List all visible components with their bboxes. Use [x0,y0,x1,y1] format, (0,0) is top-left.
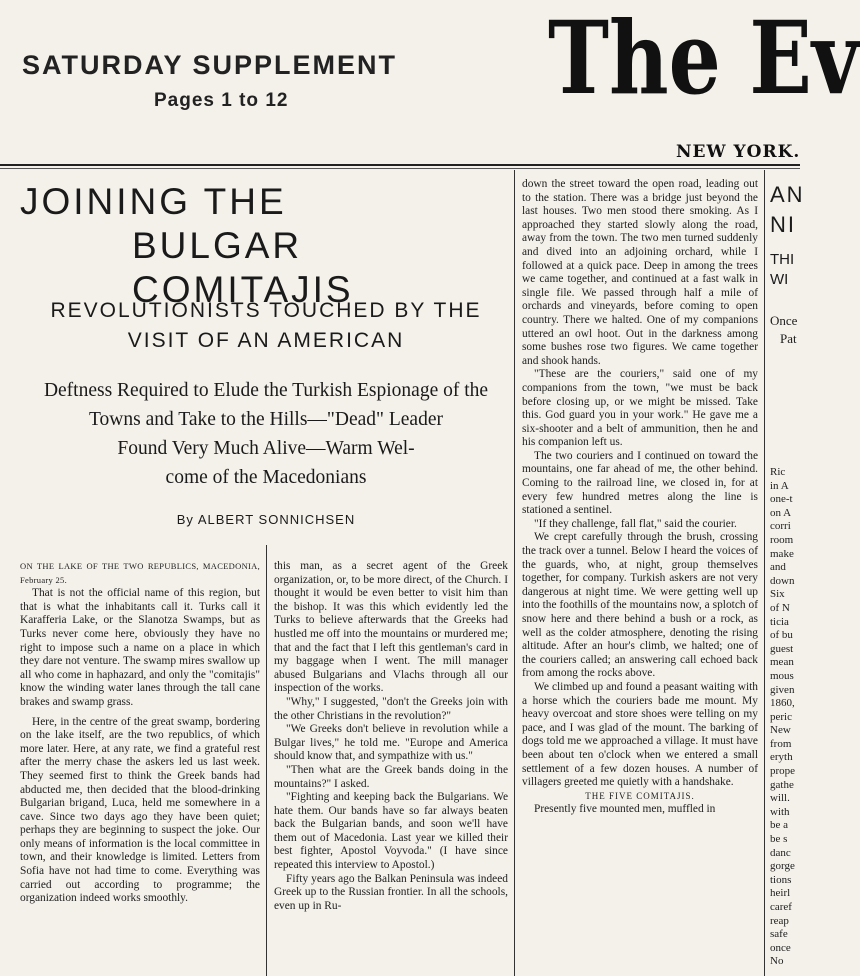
adjacent-word-fragment: given [770,683,795,696]
adjacent-word-fragment: caref [770,901,792,913]
deck-line-2: Towns and Take to the Hills—"Dead" Leader [89,409,443,430]
adjacent-word-fragment: reap [770,914,789,927]
adjacent-word-fragment: danc [770,846,791,859]
adjacent-word-fragment: mean [770,656,794,669]
paragraph: "If they challenge, fall flat," said the courier. [534,517,737,530]
supplement-title: SATURDAY SUPPLEMENT [22,50,398,80]
adjacent-word-fragment: of N [770,601,790,614]
adjacent-word-fragment: one-t [770,493,793,506]
adjacent-word-fragment: room [770,533,794,546]
adjacent-word-fragment: heirl [770,887,791,900]
adjacent-word-fragment: No [770,955,784,968]
masthead-rule-thin [0,168,800,169]
adjacent-word-fragment: 1860, [770,697,795,710]
article-subhead [20,296,512,356]
adjacent-word-fragment: mous [770,669,794,682]
adjacent-word-fragment: guest [770,642,794,655]
adjacent-deck-1: Once [770,313,798,328]
paragraph: That is not the official name of this region, but that is what the inhabitants call it. Turks call it Karafferia Lake, or the Slanotza Swamps, but as Turks never come here, obviously they have no right to impose such a name on a place in which they dare not venture. The swamp mires swallow up all who come in haphazard, and only the "comitajis" know the winding water lanes through the tall cane brakes and swamp grass. [20,587,260,708]
paragraph: Fifty years ago the Balkan Peninsula was indeed Greek up to the Russian frontier. In all the schools, even up in Ru- [274,872,508,912]
adjacent-word-fragment: of bu [770,629,793,642]
adjacent-word-fragment: New [770,724,791,737]
headline-line-2: BULGAR COMITAJIS [132,225,354,310]
adjacent-column [770,178,805,976]
column-divider [764,170,765,976]
dateline-city: NEW YORK. [676,142,801,162]
paragraph: "Then what are the Greek bands doing in the mountains?" I asked. [274,763,508,790]
adjacent-word-fragment: from [770,737,792,750]
column-divider [266,545,267,976]
paragraph: "Why," I suggested, "don't the Greeks join with the other Christians in the revolution?" [274,695,508,722]
adjacent-word-fragment: will. [770,792,790,805]
article-deck [20,376,512,492]
paragraph: We crept carefully through the brush, crossing the track over a tunnel. Below I heard the voices of the guards, who, at night, group themselves together, for company. Turkish askers are not very dangerous at night time. We were getting well up into the foothills of the mountains now, a splotch of snow here and there behind a bush or a rock, as well as the colder atmosphere, denoting the rising altitude. After an hour's climb, we halted; one of the couriers called; an answering call echoed back from among the rocks above. [522,531,758,680]
article-place-date: ON THE LAKE OF THE TWO REPUBLICS, MACEDONIA, February 25. [20,561,260,585]
paragraph: this man, as a secret agent of the Greek organization, or, to be more direct, of the Church. I thought it would be even better to visit him than the bishop. It was this which evidently led the Turks to believe afterwards that the Greeks had hustled me off into the mountains or murdered me; that and the fact that I left this gentleman's card in my baggage when I went. The mill manager abused Bulgarians and Vlachs through all our inspection of the works. [274,560,508,695]
adjacent-word-fragment: tions [770,873,792,886]
adjacent-word-fragment: make [770,547,794,560]
paragraph: "We Greeks don't believe in revolution while a Bulgar lives," he told me. "Europe and America should know that, and sympathize with us." [274,723,508,763]
adjacent-word-fragment: corri [770,520,791,533]
adjacent-headline-1: AN [770,182,805,207]
byline: By ALBERT SONNICHSEN [176,512,356,527]
adjacent-word-fragment: safe [770,928,788,941]
adjacent-word-fragment: peric [770,710,792,723]
article-column-2 [274,560,508,976]
deck-line-3: Found Very Much Alive—Warm Wel- [117,438,415,459]
masthead-rule [0,164,800,166]
adjacent-word-fragment: and [770,561,786,574]
adjacent-word-fragment: gorge [770,860,795,873]
adjacent-word-fragment: down [770,574,795,587]
adjacent-word-fragment: with [770,805,790,818]
paragraph: The two couriers and I continued on toward the mountains, one far ahead of me, the other behind. Coming to the railroad line, we closed in, for at every few hundred metres along the line is stationed a sentinel. [522,449,758,517]
adjacent-headline-2: NI [770,212,796,237]
paragraph: "These are the couriers," said one of my companions from the town, "we must be back before closing up, or we might be missed. Take this. God guard you in your work." He gave me a six-shooter and a belt of ammunition, then he and his companion left us. [522,368,758,449]
article-column-1 [20,560,260,976]
adjacent-word-fragment: prope [770,765,796,778]
paragraph: down the street toward the open road, leading out to the station. There was a bridge just beyond the last houses. Two men stood there smoking. As I approached they started slowly along the road, away from the town. The two men turned suddenly and dived into an adjoining orchard, while I followed at a quick pace. Deep in among the trees we came together, and continued at a fast walk in single file. We passed through half a mile of orchards and vineyards, before coming to open country. There we halted. One of my companions uttered an owl hoot. Out in the darkness among some bushes rose two figures. We came together and shook hands. [522,178,758,367]
adjacent-word-fragment: ticia [770,615,789,628]
adjacent-word-fragment: Ric [770,466,786,478]
adjacent-word-fragment: gathe [770,778,794,791]
adjacent-headline-4: WI [770,271,789,288]
article-headline [20,180,510,312]
adjacent-word-fragment: in A [770,479,789,492]
adjacent-word-fragment: once [770,941,791,954]
paragraph: Here, in the centre of the great swamp, bordering on the lake itself, are the two republics, of which more later. Here, at any rate, we find a grateful rest after the merry chase the askers led us last week. They seemed first to think the Greek bands had abducted me, then decided that the blood-drinking Bulgarian brigand, Luca, held me somewhere in a cave. Since two days ago they have been quiet; perhaps they are beginning to suspect the joke. Our only means of information is the local committee in town, and their knowledge is limited. Letters from Sofia have not had time to come. Everything was carried out according to programme; the organization indeed works smoothly. [20,715,260,905]
section-subhead: THE FIVE COMITAJIS. [585,790,695,801]
adjacent-word-fragment: Six [770,588,785,601]
subhead-line-1: REVOLUTIONISTS TOUCHED BY THE [50,299,482,322]
column-divider [514,170,515,976]
paragraph: We climbed up and found a peasant waiting with a horse which the couriers bade me mount. My heavy overcoat and store shoes were telling on my pace, and I was glad of the mount. The barking of dogs told me we approached a village. It must have been about ten o'clock when we entered a small settlement of a few dozen houses. A number of villagers greeted me quietly with a handshake. [522,680,758,789]
deck-line-1: Deftness Required to Elude the Turkish Espionage of the [43,380,489,401]
article-column-3 [522,178,758,976]
adjacent-word-fragment: be a [770,819,789,832]
adjacent-body-text [770,466,800,969]
adjacent-word-fragment: eryth [770,751,793,764]
deck-line-4: come of the Macedonians [165,467,367,488]
pages-note: Pages 1 to 12 [154,90,289,111]
adjacent-headline-3: THI [770,251,795,268]
adjacent-word-fragment: on A [770,506,792,519]
adjacent-word-fragment: be s [770,833,788,846]
paragraph: "Fighting and keeping back the Bulgarians. We hate them. Our bands have so far always beaten back the Bulgarian bands, and soon we'll have them out of Macedonia. Last year we killed their best fighter, Apostol Voyvoda." (I have since repeated this interview to Apostol.) [274,791,508,872]
subhead-line-2: VISIT OF AN AMERICAN [127,329,405,352]
newspaper-masthead: The Ev [548,0,860,117]
paragraph: Presently five mounted men, muffled in [534,803,716,816]
headline-line-1: JOINING THE [20,181,287,222]
adjacent-deck-2: Pat [780,331,797,346]
